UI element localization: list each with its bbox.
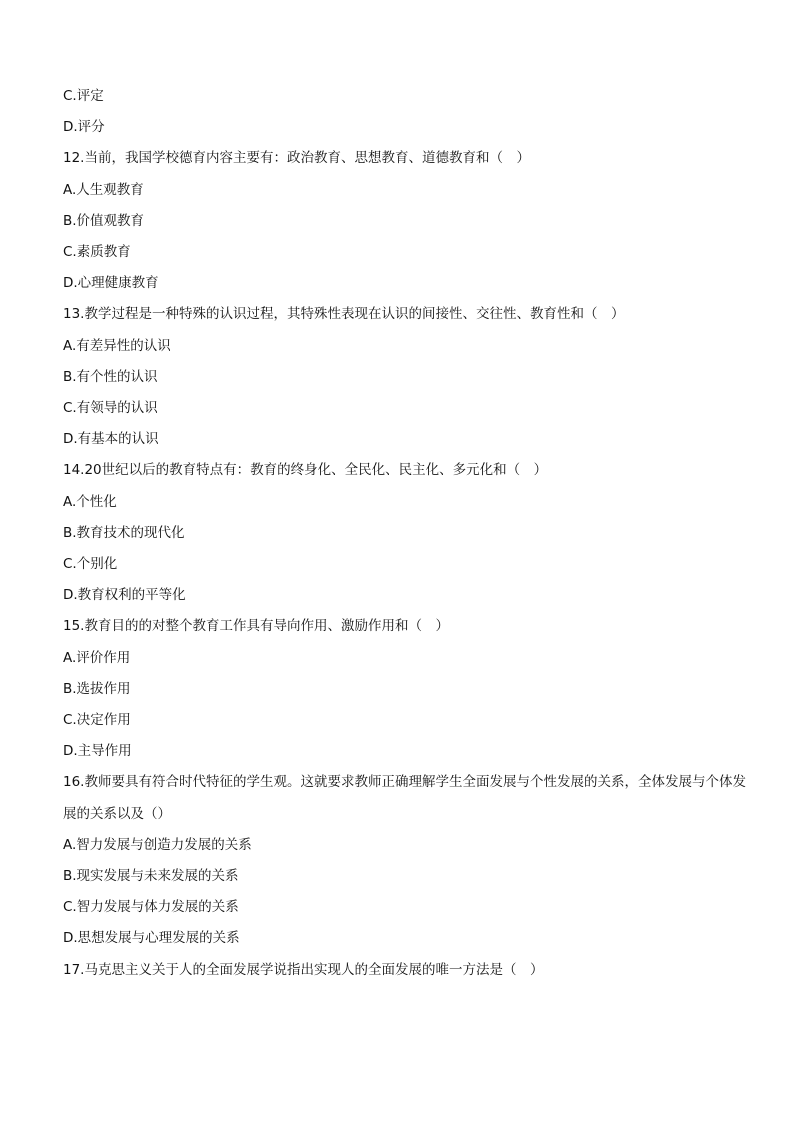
question-14: 14.20世纪以后的教育特点有：教育的终身化、全民化、民主化、多元化和（ ） <box>63 462 548 479</box>
option-c-11: C.评定 <box>63 88 104 104</box>
option-d-13: D.有基本的认识 <box>63 431 159 448</box>
option-c-15: C.决定作用 <box>63 712 131 729</box>
question-12: 12.当前，我国学校德育内容主要有：政治教育、思想教育、道德教育和（ ） <box>63 150 530 167</box>
option-b-13: B.有个性的认识 <box>63 368 158 385</box>
question-17: 17.马克思主义关于人的全面发展学说指出实现人的全面发展的唯一方法是（ ） <box>63 961 544 978</box>
option-d-16: D.思想发展与心理发展的关系 <box>63 930 240 947</box>
option-c-14: C.个别化 <box>63 556 118 573</box>
option-c-12: C.素质教育 <box>63 244 131 261</box>
option-a-15: A.评价作用 <box>63 649 131 666</box>
option-a-13: A.有差异性的认识 <box>63 337 171 354</box>
option-c-16: C.智力发展与体力发展的关系 <box>63 899 239 916</box>
option-b-12: B.价值观教育 <box>63 212 145 229</box>
option-d-14: D.教育权利的平等化 <box>63 587 186 604</box>
option-d-15: D.主导作用 <box>63 743 132 760</box>
option-b-16: B.现实发展与未来发展的关系 <box>63 868 239 885</box>
question-13: 13.教学过程是一种特殊的认识过程，其特殊性表现在认识的间接性、交往性、教育性和（ ） <box>63 306 625 323</box>
question-15: 15.教育目的的对整个教育工作具有导向作用、激励作用和（ ） <box>63 618 449 635</box>
option-a-12: A.人生观教育 <box>63 181 144 198</box>
option-a-14: A.个性化 <box>63 493 117 510</box>
option-d-11: D.评分 <box>63 119 105 136</box>
option-a-16: A.智力发展与创造力发展的关系 <box>63 836 252 853</box>
option-d-12: D.心理健康教育 <box>63 275 159 292</box>
document-page <box>63 81 753 986</box>
option-b-15: B.选拔作用 <box>63 680 131 697</box>
option-c-13: C.有领导的认识 <box>63 400 158 417</box>
option-b-14: B.教育技术的现代化 <box>63 524 185 541</box>
question-16: 16.教师要具有符合时代特征的学生观。这就要求教师正确理解学生全面发展与个性发展的关系，全体发展与个体发展的关系以及（） <box>63 774 746 822</box>
